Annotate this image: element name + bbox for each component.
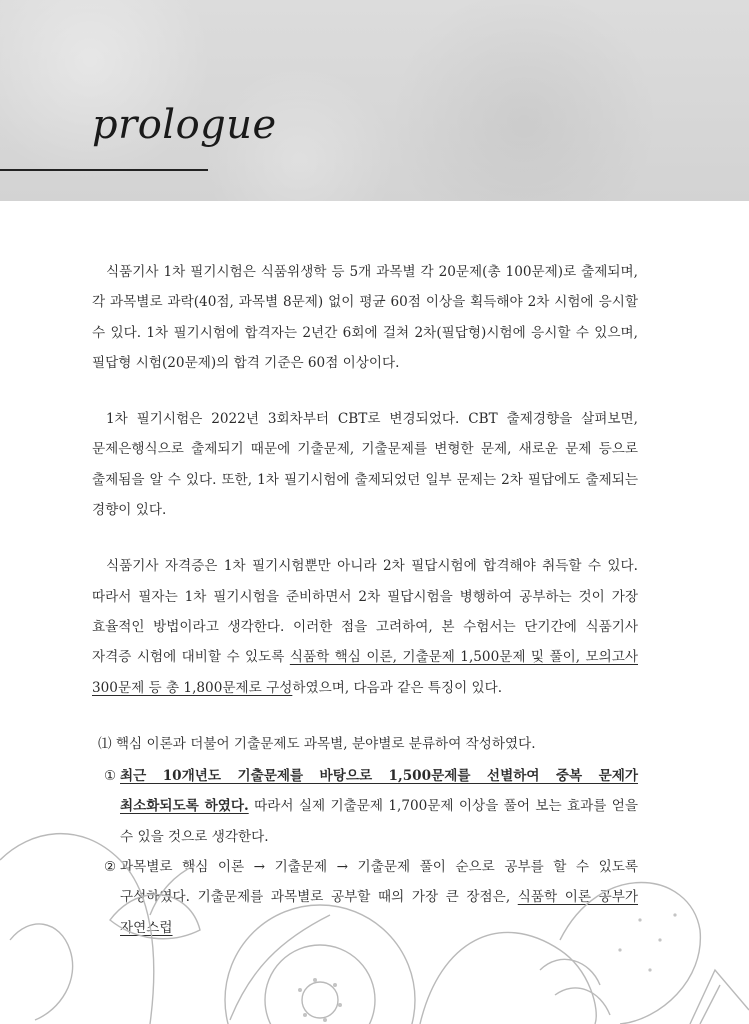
list-item-rest: 과목별로 핵심 이론 → 기출문제 → 기출문제 풀이 순으로 공부를 할 수 있도록 구성하였다. 기출문제를 과목별로 공부할 때의 가장 큰 장점은, bbox=[120, 859, 638, 906]
paragraph-book-composition bbox=[92, 551, 638, 702]
list-intro bbox=[92, 729, 638, 759]
list-number: ② bbox=[104, 859, 117, 876]
list-item-text bbox=[118, 761, 638, 852]
header-banner bbox=[0, 0, 749, 201]
corner-leaf-sketch bbox=[690, 970, 749, 1024]
kiwi-core-sketch bbox=[302, 982, 338, 1018]
underlined-text: 식품학 핵심 이론, 기출문제 1,500문제 및 풀이, 모의고사 300문제 등 총 1,800문제로 구성 bbox=[92, 649, 638, 696]
paragraph-exam-overview: 식품기사 1차 필기시험은 식품위생학 등 5개 과목별 각 20문제(총 100문제)로 출제되며, 각 과목별로 과락(40점, 과목별 8문제) 없이 평균 60점 이상을 획득해야 2차 시험에 응시할 수 있다. 1차 필기시험에 합격자는 2년간 6회에 걸쳐 2차(필답형)시험에 응시할 수 있으며, 필답형 시험(20문제)의 합격 기준은 60점 이상이다. bbox=[92, 264, 638, 371]
corner-leaf-vein-sketch bbox=[700, 985, 720, 1024]
title-underline bbox=[0, 169, 208, 171]
underlined-text: 식품학 이론 공부가 자연스럽 bbox=[120, 889, 639, 936]
list-number: ① bbox=[104, 768, 117, 785]
list-item-rest: 따라서 실제 기출문제 1,700문제 이상을 풀어 보는 효과를 얻을 수 있을 것으로 생각한다. bbox=[120, 798, 638, 845]
grain-sketch bbox=[420, 932, 596, 1024]
list-item bbox=[92, 852, 638, 943]
page-title: prologue bbox=[92, 102, 277, 148]
emphasized-text: 최근 10개년도 기출문제를 바탕으로 1,500문제를 선별하여 중복 문제가 최소화되도록 하였다. bbox=[120, 768, 638, 815]
main-content bbox=[92, 257, 638, 943]
apple-core-sketch bbox=[10, 924, 73, 1020]
paragraph-cbt-change: 1차 필기시험은 2022년 3회차부터 CBT로 변경되었다. CBT 출제경향을 살펴보면, 문제은행식으로 출제되기 때문에 기출문제, 기출문제를 변형한 문제, 새로운 문제 등으로 출제됨을 알 수 있다. 또한, 1차 필기시험에 출제되었던 일부 문제는 2차 필답에도 출제되는 경향이 있다. bbox=[92, 411, 638, 519]
strawberry-leaf-sketch bbox=[540, 959, 610, 1015]
list-item-text bbox=[118, 852, 638, 943]
kiwi-inner-sketch bbox=[265, 945, 375, 1024]
list-intro-text: 핵심 이론과 더불어 기출문제도 과목별, 분야별로 분류하여 작성하였다. bbox=[115, 735, 536, 752]
paragraph-text: 하였으며, 다음과 같은 특징이 있다. bbox=[292, 679, 503, 696]
list-number: ⑴ bbox=[98, 735, 112, 752]
paragraph-text: 식품기사 자격증은 1차 필기시험뿐만 아니라 2차 필답시험에 합격해야 취득할 수 있다. 따라서 필자는 1차 필기시험을 준비하면서 2차 필답시험을 병행하여 공부하는 것이 가장 효율적인 방법이라고 생각한다. 이러한 점을 고려하여, 본 수험서는 단기간에 식품기사 자격증 시험에 대비할 수 있도록 bbox=[92, 558, 638, 666]
list-item bbox=[92, 761, 638, 852]
feature-list bbox=[92, 729, 638, 943]
